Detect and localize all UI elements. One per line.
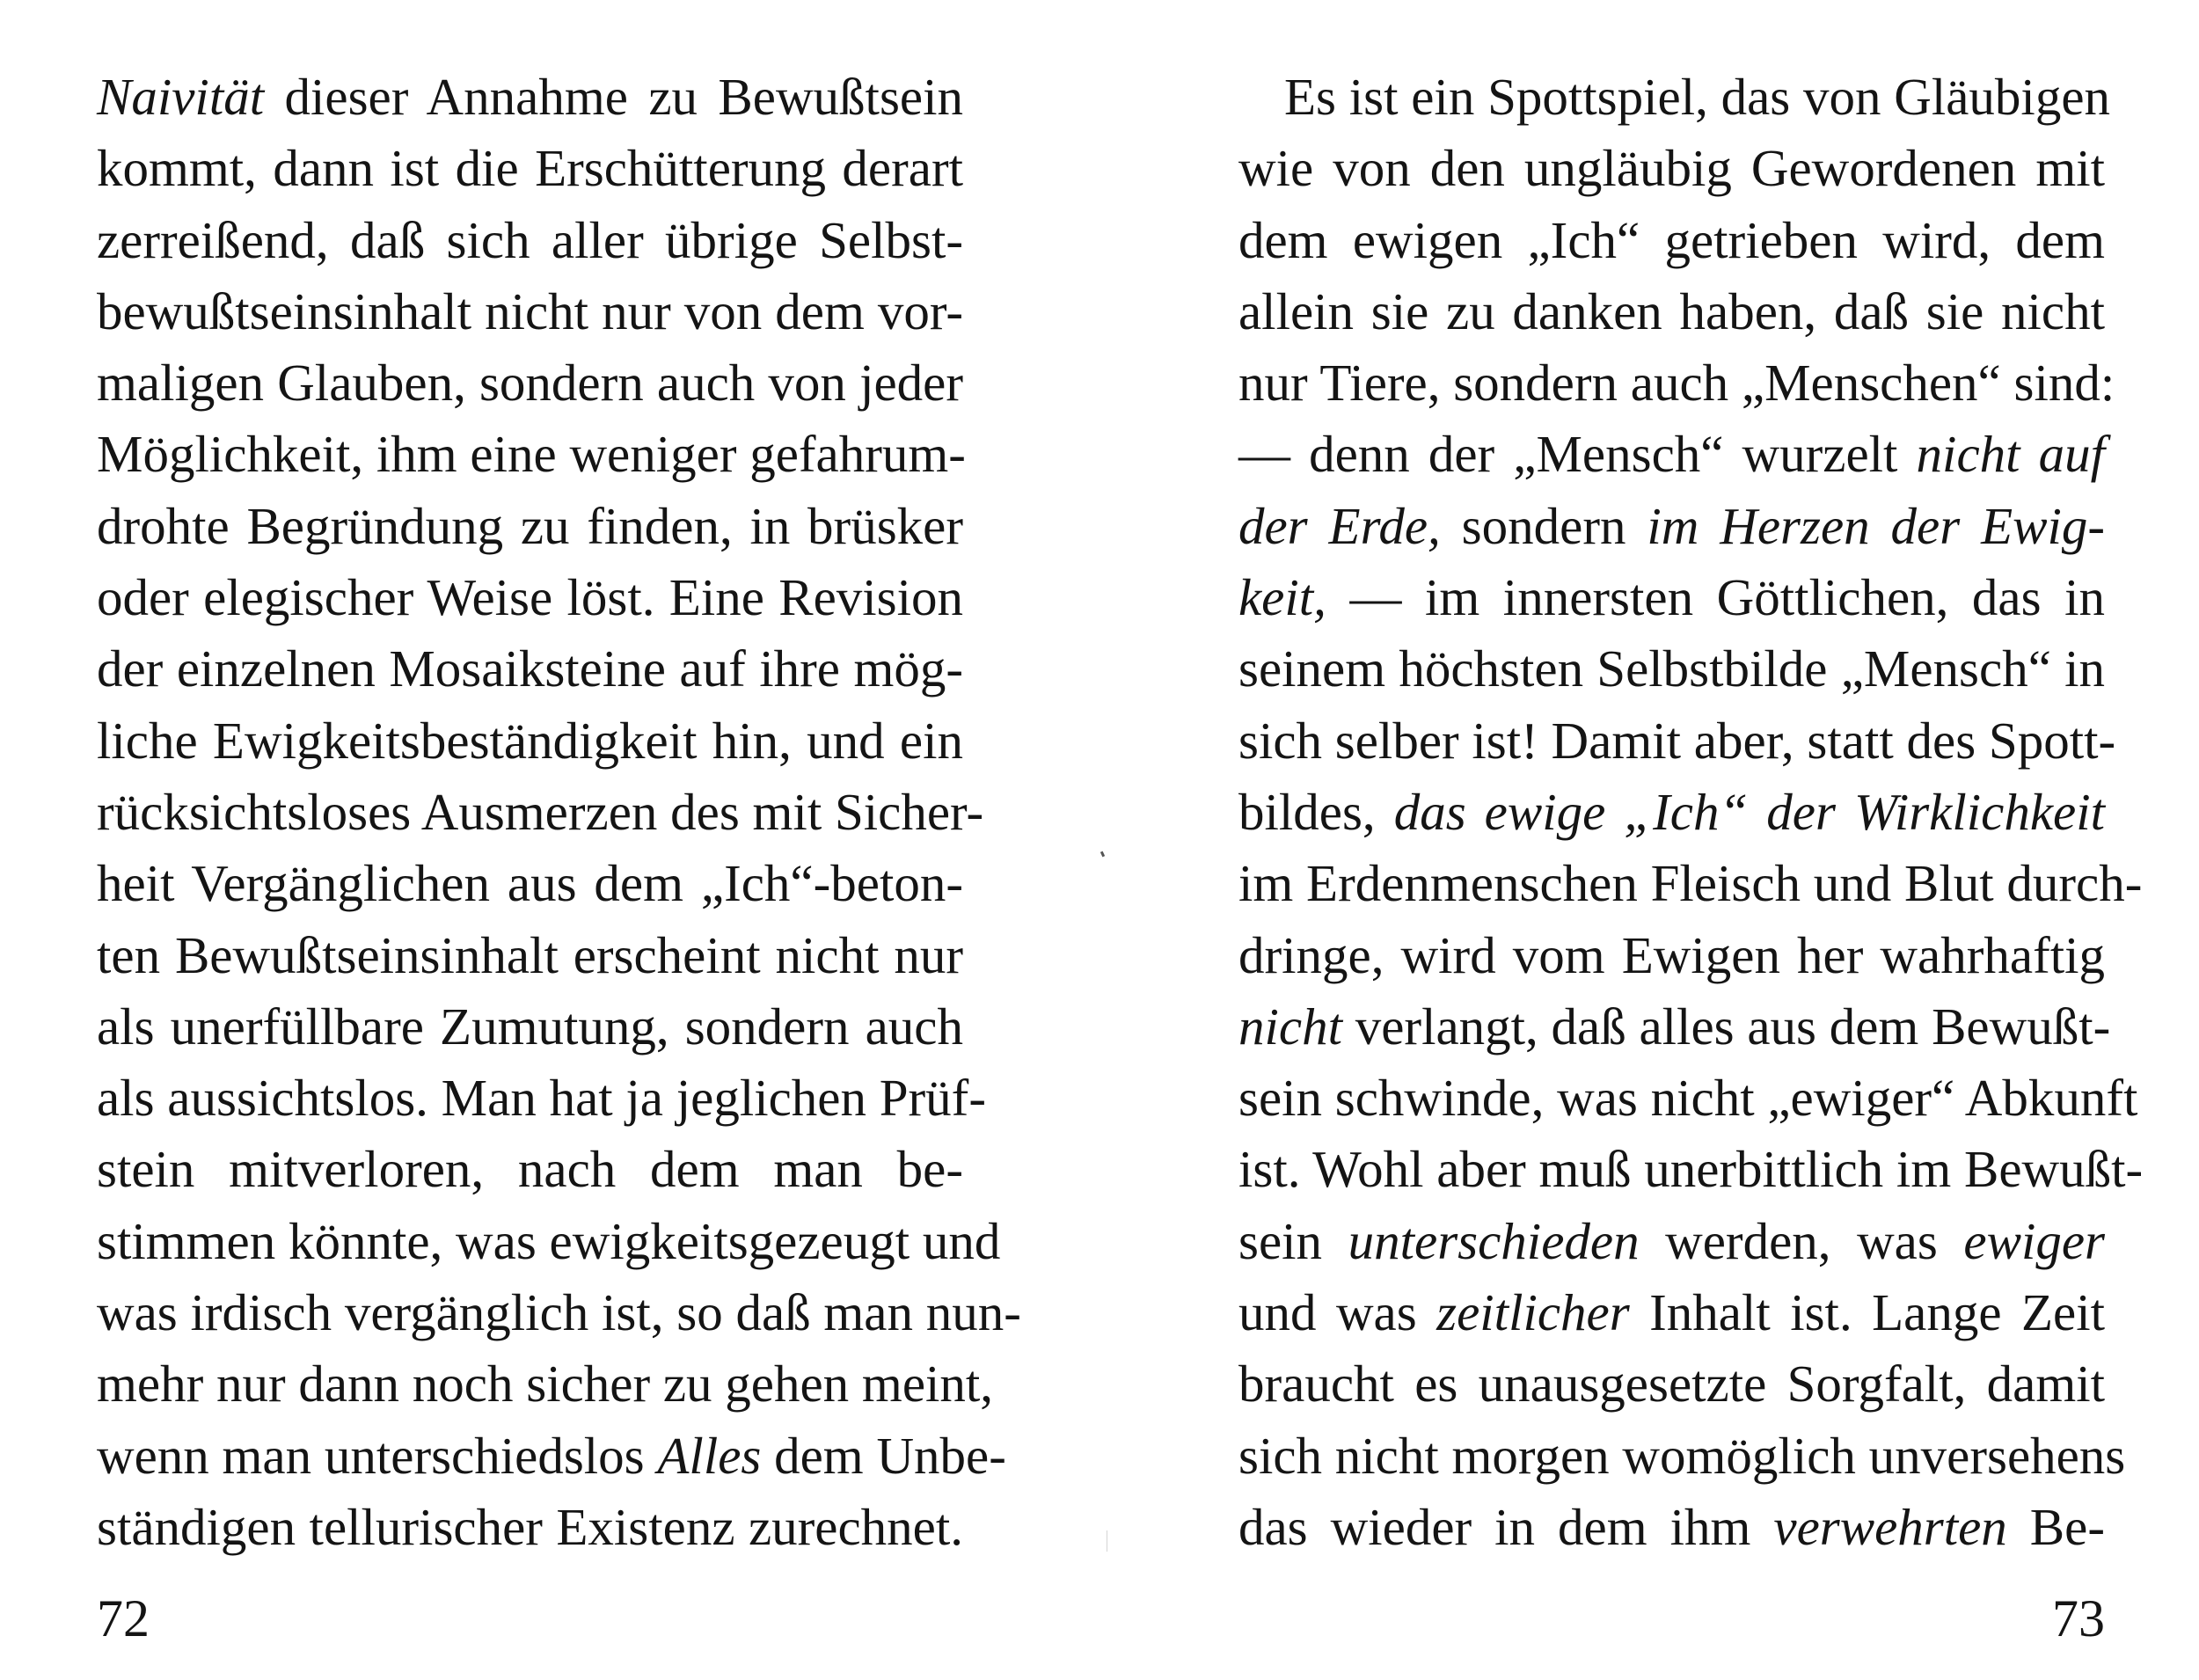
text-line — [97, 1348, 994, 1420]
text-line — [97, 705, 963, 777]
text-line — [1238, 62, 2111, 133]
text-run: sein — [1238, 1211, 1348, 1270]
text-run: Möglichkeit, ihm eine weniger gefahrum- — [97, 425, 966, 484]
text-line — [97, 1206, 1001, 1277]
text-line — [97, 991, 963, 1063]
text-run: sein schwinde, was nicht „ewiger“ Abkunft — [1238, 1069, 2138, 1128]
text-line — [97, 347, 963, 419]
text-line — [97, 491, 963, 562]
text-run: nur Tiere, sondern auch „Menschen“ sind: — [1238, 354, 2115, 413]
italic-run: das ewige „Ich“ der Wirklichkeit — [1393, 782, 2106, 841]
text-line — [97, 1277, 1021, 1348]
text-line — [1238, 491, 2105, 562]
right-page-number: 73 — [2052, 1589, 2105, 1647]
text-run: liche Ewigkeitsbeständigkeit hin, und ein — [97, 711, 963, 770]
text-line — [97, 1063, 986, 1134]
text-line — [1238, 633, 2105, 705]
text-line — [1238, 1492, 2105, 1563]
text-line — [1238, 1277, 2105, 1348]
text-run: als unerfüllbare Zumutung, sondern auch — [97, 997, 963, 1055]
text-run: wenn man unterschiedslos — [97, 1426, 658, 1485]
text-run: mehr nur dann noch sicher zu gehen meint, — [97, 1355, 994, 1413]
text-run: ist. Wohl aber muß unerbittlich im Bewußt- — [1238, 1140, 2144, 1199]
italic-run: ewiger — [1963, 1211, 2105, 1270]
text-line — [97, 276, 963, 347]
text-line — [1238, 276, 2105, 347]
text-line — [1238, 562, 2105, 633]
text-line — [1238, 705, 2116, 777]
text-run: dringe, wird vom Ewigen her wahrhaftig — [1238, 925, 2105, 984]
text-run: — denn der „Mensch“ wurzelt — [1238, 425, 1917, 484]
text-run: sich nicht morgen womöglich unversehens — [1238, 1426, 2126, 1485]
text-run: was irdisch vergänglich ist, so daß man nun- — [97, 1283, 1021, 1342]
text-run: dem Unbe- — [761, 1426, 1006, 1485]
italic-run: im Herzen der Ewig- — [1647, 496, 2105, 555]
text-run: das wieder in dem ihm — [1238, 1497, 1774, 1556]
italic-run: nicht — [1238, 997, 1342, 1055]
text-line — [1238, 133, 2105, 204]
text-run: bewußtseinsinhalt nicht nur von dem vor- — [97, 281, 963, 340]
italic-run: keit, — [1238, 568, 1326, 627]
text-run: ten Bewußtseinsinhalt erscheint nicht nur — [97, 925, 963, 984]
text-run: verlangt, daß alles aus dem Bewußt- — [1341, 997, 2111, 1055]
text-run: Be- — [2006, 1497, 2105, 1556]
italic-run: nicht auf — [1916, 425, 2105, 484]
italic-run: verwehrten — [1773, 1497, 2007, 1556]
text-line — [97, 205, 963, 276]
text-run: seinem höchsten Selbstbilde „Mensch“ in — [1238, 639, 2105, 698]
text-run: zerreißend, daß sich aller übrige Selbst- — [97, 210, 963, 269]
left-page-text — [97, 62, 1021, 1563]
text-line — [1238, 347, 2115, 419]
text-line — [1238, 991, 2111, 1063]
gutter-speck — [1100, 851, 1105, 858]
text-run: stein mitverloren, nach dem man be- — [97, 1140, 963, 1199]
text-run: Es ist ein Spottspiel, das von Gläubigen — [1284, 68, 2111, 126]
text-line — [1238, 1206, 2105, 1277]
text-line — [1238, 419, 2105, 490]
text-run: kommt, dann ist die Erschütterung derart — [97, 139, 963, 198]
italic-run: Naivität — [97, 68, 265, 126]
text-run: Inhalt ist. Lange Zeit — [1629, 1283, 2105, 1342]
text-line — [1238, 848, 2143, 919]
text-line — [1238, 1348, 2105, 1420]
text-line — [97, 419, 966, 490]
text-run: im Erdenmenschen Fleisch und Blut durch- — [1238, 854, 2143, 913]
text-line — [97, 777, 984, 848]
text-run: sich selber ist! Damit aber, statt des Spott- — [1238, 711, 2116, 770]
text-line — [1238, 205, 2105, 276]
text-run: werden, was — [1639, 1211, 1964, 1270]
right-page-text — [1238, 62, 2144, 1563]
text-line — [1238, 920, 2105, 991]
italic-run: Alles — [657, 1426, 762, 1485]
italic-run: zeitlicher — [1436, 1283, 1630, 1342]
text-run: heit Vergänglichen aus dem „Ich“-beton- — [97, 854, 963, 913]
italic-run: der Erde, — [1238, 496, 1441, 555]
text-line — [97, 633, 963, 705]
text-run: und was — [1238, 1283, 1437, 1342]
text-run: der einzelnen Mosaiksteine auf ihre mög- — [97, 639, 963, 698]
text-line — [1238, 777, 2105, 848]
text-run: als aussichtslos. Man hat ja jeglichen Prüf- — [97, 1069, 986, 1128]
text-run: ständigen tellurischer Existenz zurechnet. — [97, 1497, 963, 1556]
text-run: oder elegischer Weise löst. Eine Revision — [97, 568, 963, 627]
text-run: dem ewigen „Ich“ getrieben wird, dem — [1238, 210, 2105, 269]
text-run: — im innersten Göttlichen, das in — [1326, 568, 2105, 627]
text-line — [97, 1421, 1006, 1492]
text-run: braucht es unausgesetzte Sorgfalt, damit — [1238, 1355, 2105, 1413]
text-line — [97, 1492, 963, 1563]
text-run: maligen Glauben, sondern auch von jeder — [97, 354, 963, 413]
text-line — [97, 62, 963, 133]
left-page-number: 72 — [97, 1589, 150, 1647]
text-line — [97, 848, 963, 919]
text-line — [97, 1134, 963, 1205]
italic-run: unterschieden — [1348, 1211, 1640, 1270]
text-line — [97, 562, 963, 633]
text-line — [1238, 1421, 2126, 1492]
text-run: rücksichtsloses Ausmerzen des mit Sicher- — [97, 782, 984, 841]
text-run: dieser Annahme zu Bewußtsein — [264, 68, 963, 126]
text-line — [97, 920, 963, 991]
text-line — [1238, 1134, 2144, 1205]
text-run: drohte Begründung zu finden, in brüsker — [97, 496, 963, 555]
text-run: sondern — [1440, 496, 1647, 555]
text-line — [1238, 1063, 2138, 1134]
text-run: allein sie zu danken haben, daß sie nicht — [1238, 281, 2105, 340]
text-run: bildes, — [1238, 782, 1394, 841]
text-run: wie von den ungläubig Gewordenen mit — [1238, 139, 2105, 198]
text-run: stimmen könnte, was ewigkeitsgezeugt und — [97, 1211, 1001, 1270]
text-line — [97, 133, 963, 204]
